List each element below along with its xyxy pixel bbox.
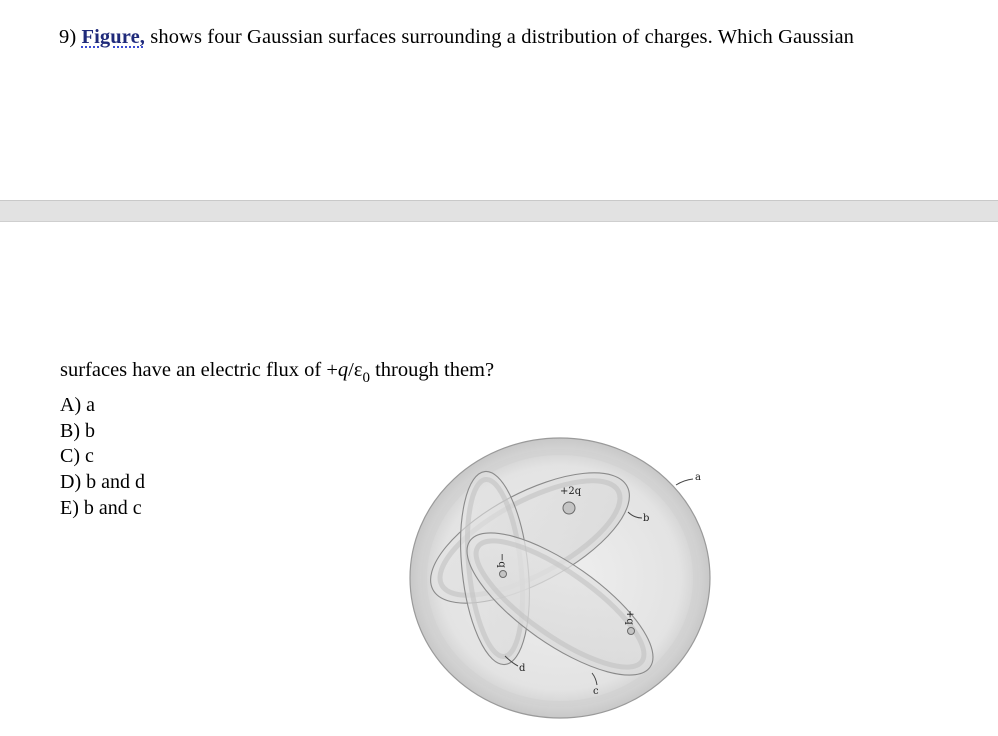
surface-label-b: b: [643, 513, 650, 524]
question-line-2: [60, 359, 495, 386]
surface-label-d: d: [519, 663, 526, 674]
option-c[interactable]: C) c: [60, 445, 94, 468]
surface-label-a: a: [695, 472, 701, 483]
charge-minus-q-label: −q: [496, 553, 507, 568]
surface-label-c: c: [593, 686, 599, 697]
charge-minus-q-dot: [500, 571, 507, 578]
charge-plus-2q-dot: [563, 502, 575, 514]
question-text-line-2: surfaces have an electric flux of +: [60, 359, 338, 381]
option-a[interactable]: A) a: [60, 394, 95, 416]
leader-a: [676, 479, 693, 485]
question-line-1: [59, 26, 854, 49]
option-e[interactable]: E) b and c: [60, 496, 142, 519]
epsilon-symbol: /ε: [348, 359, 363, 381]
epsilon-subscript: 0: [362, 370, 370, 386]
charge-plus-q-dot: [628, 628, 635, 635]
charge-plus-2q-label: +2q: [560, 486, 582, 497]
page-divider: [0, 200, 998, 222]
figure-link[interactable]: Figure,: [81, 26, 146, 48]
charge-plus-q-label: +q: [624, 610, 635, 625]
charge-symbol-q: q: [337, 359, 349, 381]
option-d[interactable]: D) b and d: [60, 471, 145, 494]
question-number: 9): [59, 26, 77, 48]
question-text-line-1: shows four Gaussian surfaces surrounding a distribution of charges. Which Gaussian: [150, 26, 855, 48]
gaussian-surfaces-figure: [400, 428, 730, 728]
answer-options: [60, 393, 145, 522]
option-b[interactable]: B) b: [60, 419, 95, 442]
question-text-line-2-end: through them?: [369, 359, 495, 381]
